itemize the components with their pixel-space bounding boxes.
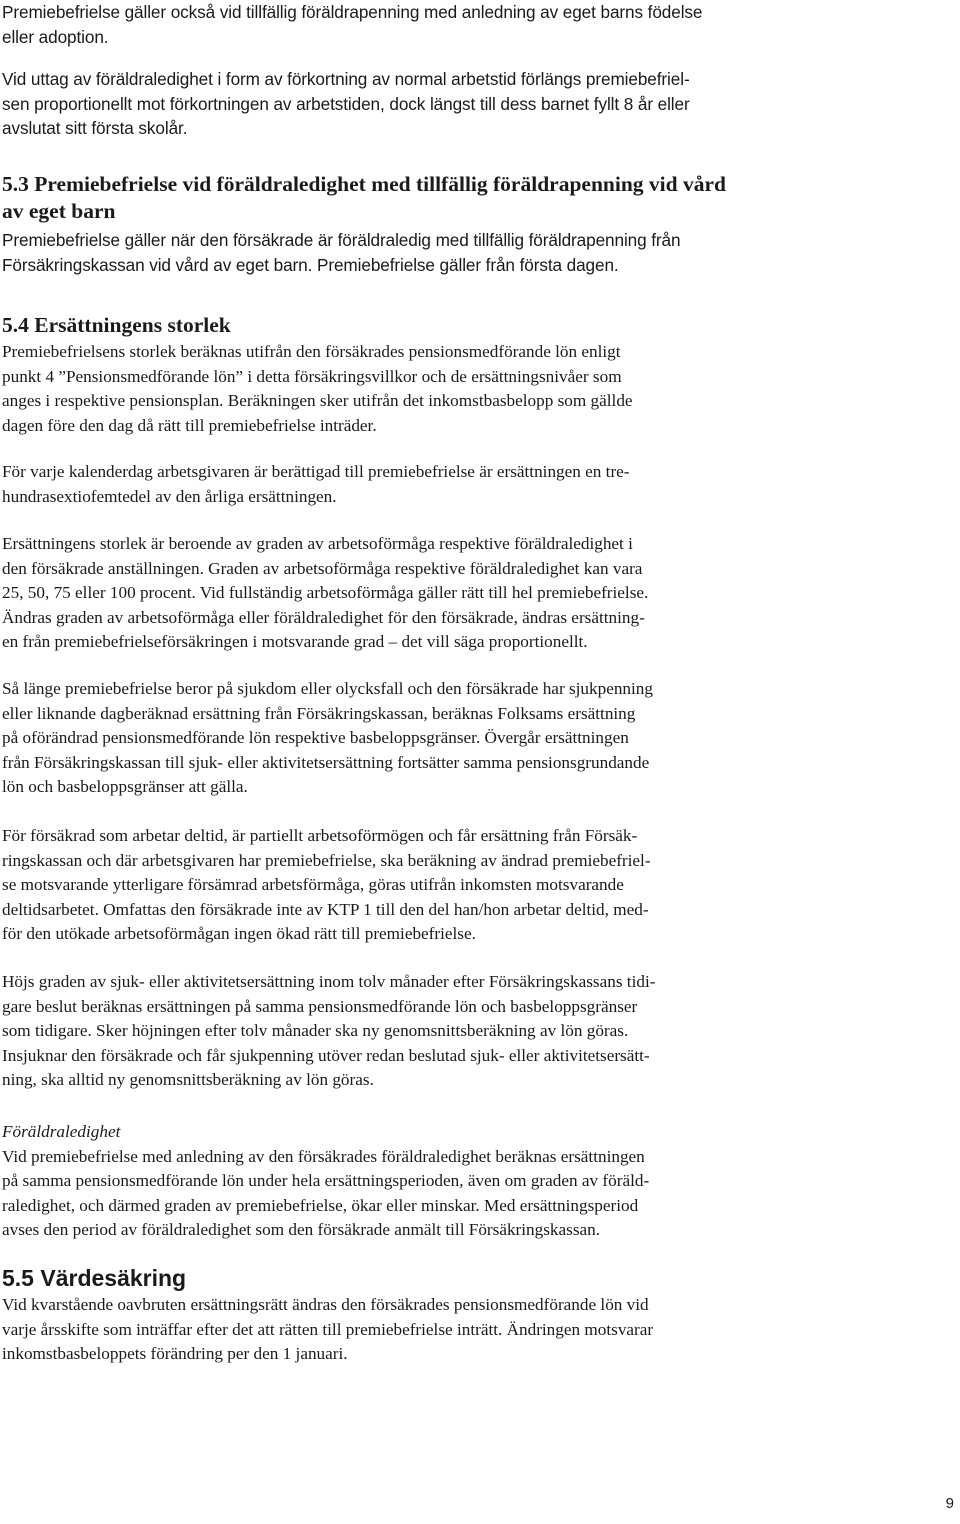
text-line: varje årsskifte som inträffar efter det att rätten till premiebefrielse inträtt. Ändringen motsvarar <box>2 1319 654 1339</box>
text-line: ning, ska alltid ny genomsnittsberäkning av lön göras. <box>2 1070 374 1090</box>
section-5-5-body <box>2 1293 653 1367</box>
text-line: inkomstbasbeloppets förändring per den 1 januari. <box>2 1344 348 1364</box>
section-5-4-paragraph-1 <box>2 340 633 438</box>
text-line: avses den period av föräldraledighet som den försäkrade anmält till Försäkringskassan. <box>2 1220 601 1240</box>
section-5-3-body <box>2 228 680 277</box>
text-line: punkt 4 ”Pensionsmedförande lön” i detta försäkringsvillkor och de ersättningsnivåer som <box>2 366 622 386</box>
text-line: Vid premiebefrielse med anledning av den försäkrades föräldraledighet beräknas ersättningen <box>2 1146 645 1166</box>
heading-line: 5.3 Premiebefrielse vid föräldraledighet med tillfällig föräldrapenning vid vård <box>2 172 726 196</box>
subheading: Föräldraledighet <box>2 1122 121 1141</box>
text-line: eller liknande dagberäknad ersättning från Försäkringskassan, beräknas Folksams ersättning <box>2 703 636 723</box>
text-line: Premiebefrielse gäller också vid tillfällig föräldrapenning med anledning av eget barns födelse <box>2 2 703 22</box>
text-line: För varje kalenderdag arbetsgivaren är berättigad till premiebefrielse är ersättningen en tre- <box>2 462 630 481</box>
text-line: från Försäkringskassan till sjuk- eller aktivitetsersättning fortsätter samma pensionsgrundande <box>2 752 650 772</box>
section-5-4-paragraph-2 <box>2 460 630 509</box>
text-line: på samma pensionsmedförande lön under hela ersättningsperioden, även om graden av föräld- <box>2 1171 650 1191</box>
heading-line: 5.5 Värdesäkring <box>2 1265 187 1291</box>
section-5-4-paragraph-7 <box>2 1120 649 1243</box>
page-number: 9 <box>945 1495 954 1512</box>
text-line: För försäkrad som arbetar deltid, är partiellt arbetsoförmögen och får ersättning från Försäk- <box>2 826 638 845</box>
text-line: se motsvarande ytterligare försämrad arbetsförmåga, göras utifrån inkomsten motsvarande <box>2 875 624 895</box>
text-line: Vid kvarstående oavbruten ersättningsrätt ändras den försäkrades pensionsmedförande lön vid <box>2 1295 649 1314</box>
intro-paragraph-1 <box>2 0 702 49</box>
intro-paragraph-2 <box>2 67 690 141</box>
text-line: 25, 50, 75 eller 100 procent. Vid fullständig arbetsoförmåga gäller rätt till hel premiebefrielse. <box>2 583 649 603</box>
text-line: anges i respektive pensionsplan. Beräkningen sker utifrån det inkomstbasbelopp som gällde <box>2 391 633 411</box>
text-line: Insjuknar den försäkrade och får sjukpenning utöver redan beslutad sjuk- eller aktivitetsersätt- <box>2 1045 650 1065</box>
text-line: den försäkrade anställningen. Graden av arbetsoförmåga respektive föräldraledighet kan vara <box>2 558 643 578</box>
text-line: Ändras graden av arbetsoförmåga eller föräldraledighet för den försäkrade, ändras ersättning- <box>2 607 645 627</box>
section-5-3-heading <box>2 171 726 225</box>
text-line: Försäkringskassan vid vård av eget barn. Premiebefrielse gäller från första dagen. <box>2 254 619 275</box>
text-line: på oförändrad pensionsmedförande lön respektive basbeloppsgränser. Övergår ersättningen <box>2 728 629 748</box>
text-line: Så länge premiebefrielse beror på sjukdom eller olycksfall och den försäkrade har sjukpenning <box>2 679 653 698</box>
text-line: avslutat sitt första skolår. <box>2 118 188 139</box>
text-line: Ersättningens storlek är beroende av graden av arbetsoförmåga respektive föräldraledighet i <box>2 534 633 553</box>
text-line: eller adoption. <box>2 26 109 47</box>
text-line: Premiebefrielsens storlek beräknas utifrån den försäkrades pensionsmedförande lön enligt <box>2 342 621 361</box>
text-line: Vid uttag av föräldraledighet i form av förkortning av normal arbetstid förlängs premiebefriel- <box>2 69 690 89</box>
text-line: sen proportionellt mot förkortningen av arbetstiden, dock längst till dess barnet fyllt 8 år eller <box>2 93 690 114</box>
heading-line: 5.4 Ersättningens storlek <box>2 313 231 337</box>
text-line: gare beslut beräknas ersättningen på samma pensionsmedförande lön och basbeloppsgränser <box>2 996 638 1016</box>
text-line: som tidigare. Sker höjningen efter tolv månader ska ny genomsnittsberäkning av lön göras. <box>2 1021 629 1041</box>
text-line: lön och basbeloppsgränser att gälla. <box>2 777 248 797</box>
section-5-4-paragraph-3 <box>2 532 648 655</box>
text-line: en från premiebefrielseförsäkringen i motsvarande grad – det vill säga proportionellt. <box>2 632 588 652</box>
text-line: raledighet, och därmed graden av premiebefrielse, ökar eller minskar. Med ersättningsperiod <box>2 1195 639 1215</box>
section-5-4-paragraph-4 <box>2 677 653 800</box>
heading-line: av eget barn <box>2 199 116 223</box>
text-line: Premiebefrielse gäller när den försäkrade är föräldraledig med tillfällig föräldrapenning från <box>2 230 681 250</box>
text-line: hundrasextiofemtedel av den årliga ersättningen. <box>2 486 337 506</box>
text-line: deltidsarbetet. Omfattas den försäkrade inte av KTP 1 till den del han/hon arbetar deltid, med- <box>2 899 649 919</box>
text-line: dagen före den dag då rätt till premiebefrielse inträder. <box>2 415 377 435</box>
section-5-4-paragraph-5 <box>2 824 651 947</box>
section-5-4-heading <box>2 312 231 339</box>
section-5-5-heading <box>2 1265 186 1292</box>
text-line: ringskassan och där arbetsgivaren har premiebefrielse, ska beräkning av ändrad premiebefriel- <box>2 850 651 870</box>
section-5-4-paragraph-6 <box>2 970 655 1093</box>
text-line: Höjs graden av sjuk- eller aktivitetsersättning inom tolv månader efter Försäkringskassans tidi- <box>2 972 656 991</box>
text-line: för den utökade arbetsoförmågan ingen ökad rätt till premiebefrielse. <box>2 924 476 944</box>
